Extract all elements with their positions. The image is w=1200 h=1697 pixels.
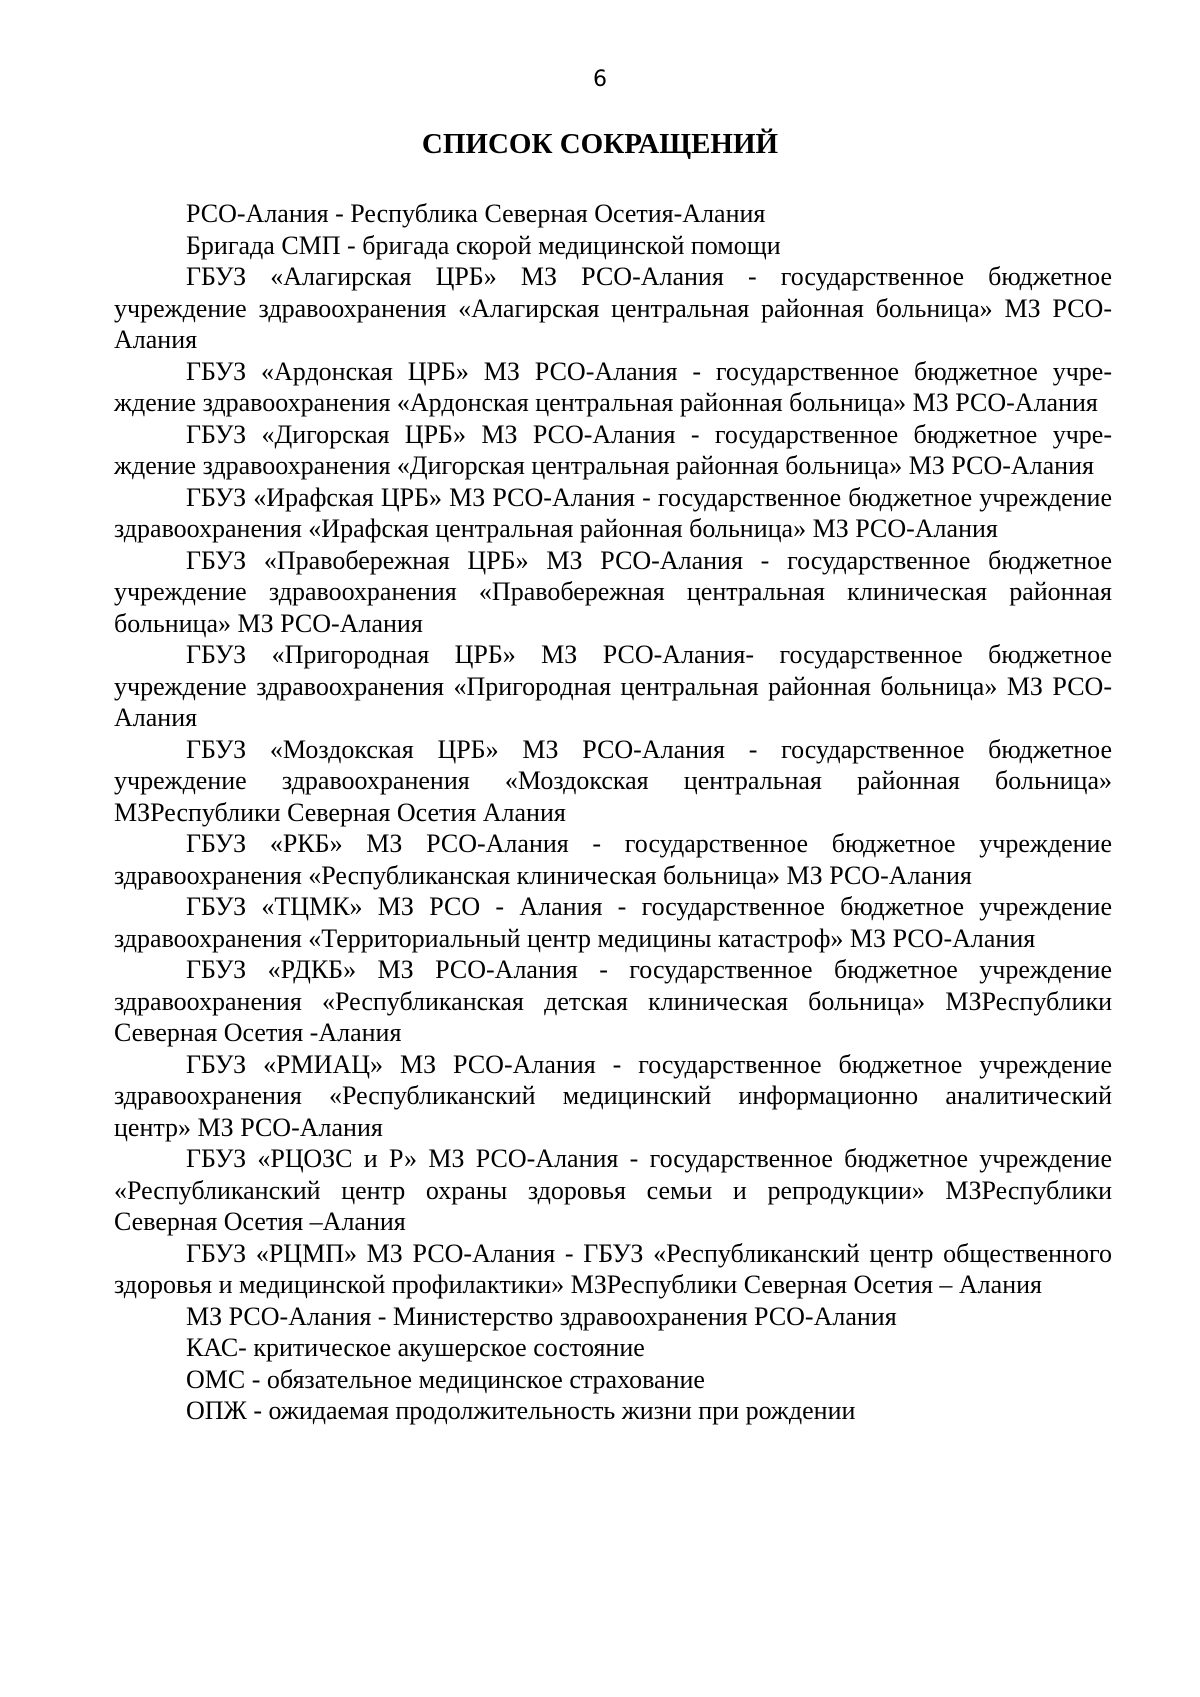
abbreviation-entry: ГБУЗ «РЦОЗС и Р» МЗ РСО-Алания - государственное бюджетное учреждение «Республиканский центр охраны здоровья семьи и репродукции» МЗРеспублики Северная Осетия –Алания: [114, 1144, 1112, 1236]
abbreviation-entry: ГБУЗ «ТЦМК» МЗ РСО - Алания - государственное бюджетное учреждение здравоохранения «Территориальный центр медицины катастроф» МЗ РСО-Алания: [114, 892, 1112, 953]
abbreviation-entry: КАС- критическое акушерское состояние: [186, 1333, 645, 1362]
abbreviation-list: [114, 198, 1112, 1427]
abbreviation-entry: ГБУЗ «Моздокская ЦРБ» МЗ РСО-Алания - государственное бюджетное учреждение здравоохранения «Моздокская центральная районная больница» МЗРеспублики Северная Осетия Алания: [114, 734, 1112, 827]
abbreviation-entry: ГБУЗ «РЦМП» МЗ РСО-Алания - ГБУЗ «Республиканский центр общественного здоровья и медицинской профилактики» МЗРеспублики Северная Осетия – Алания: [114, 1238, 1112, 1299]
page-number: 6: [593, 67, 607, 92]
abbreviation-entry: ГБУЗ «Пригородная ЦРБ» МЗ РСО-Алания- государственное бюджетное учреждение здравоохранения «Пригородная центральная районная больница» МЗ РСО-Алания: [114, 640, 1112, 732]
abbreviation-entry: ГБУЗ «Ардонская ЦРБ» МЗ РСО-Алания - государственное бюджетное учреждение здравоохранения «Ардонская центральная районная больница» МЗ РСО-Алания: [114, 356, 1112, 417]
abbreviation-entry: ГБУЗ «Правобережная ЦРБ» МЗ РСО-Алания - государственное бюджетное учреждение здравоохранения «Правобережная центральная клиническая районная больница» МЗ РСО-Алания: [114, 545, 1112, 638]
abbreviation-entry: ГБУЗ «Ирафская ЦРБ» МЗ РСО-Алания - государственное бюджетное учреждение здравоохранения «Ирафская центральная районная больница» МЗ РСО-Алания: [114, 482, 1112, 543]
abbreviation-entry: ОМС - обязательное медицинское страхование: [186, 1364, 705, 1394]
abbreviation-entry: РСО-Алания - Республика Северная Осетия-Алания: [186, 199, 766, 228]
abbreviation-entry: ОПЖ - ожидаемая продолжительность жизни при рождении: [186, 1396, 856, 1425]
abbreviation-entry: ГБУЗ «РДКБ» МЗ РСО-Алания - государственное бюджетное учреждение здравоохранения «Республиканская детская клиническая больница» МЗРеспублики Северная Осетия -Алания: [114, 955, 1112, 1047]
page-title: СПИСОК СОКРАЩЕНИЙ: [421, 128, 779, 160]
abbreviation-entry: ГБУЗ «РКБ» МЗ РСО-Алания - государственное бюджетное учреждение здравоохранения «Республиканская клиническая больница» МЗ РСО-Алания: [114, 829, 1112, 890]
abbreviation-entry: МЗ РСО-Алания - Министерство здравоохранения РСО-Алания: [186, 1301, 897, 1331]
abbreviation-entry: ГБУЗ «Алагирская ЦРБ» МЗ РСО-Алания - государственное бюджетное учреждение здравоохранения «Алагирская центральная районная больница» МЗ РСО-Алания: [114, 262, 1112, 354]
abbreviation-entry: ГБУЗ «РМИАЦ» МЗ РСО-Алания - государственное бюджетное учреждение здравоохранения «Республиканский медицинский информационно аналитический центр» МЗ РСО-Алания: [114, 1049, 1112, 1142]
abbreviation-entry: ГБУЗ «Дигорская ЦРБ» МЗ РСО-Алания - государственное бюджетное учреждение здравоохранения «Дигорская центральная районная больница» МЗ РСО-Алания: [114, 419, 1112, 480]
abbreviation-entry: Бригада СМП - бригада скорой медицинской помощи: [186, 230, 781, 260]
